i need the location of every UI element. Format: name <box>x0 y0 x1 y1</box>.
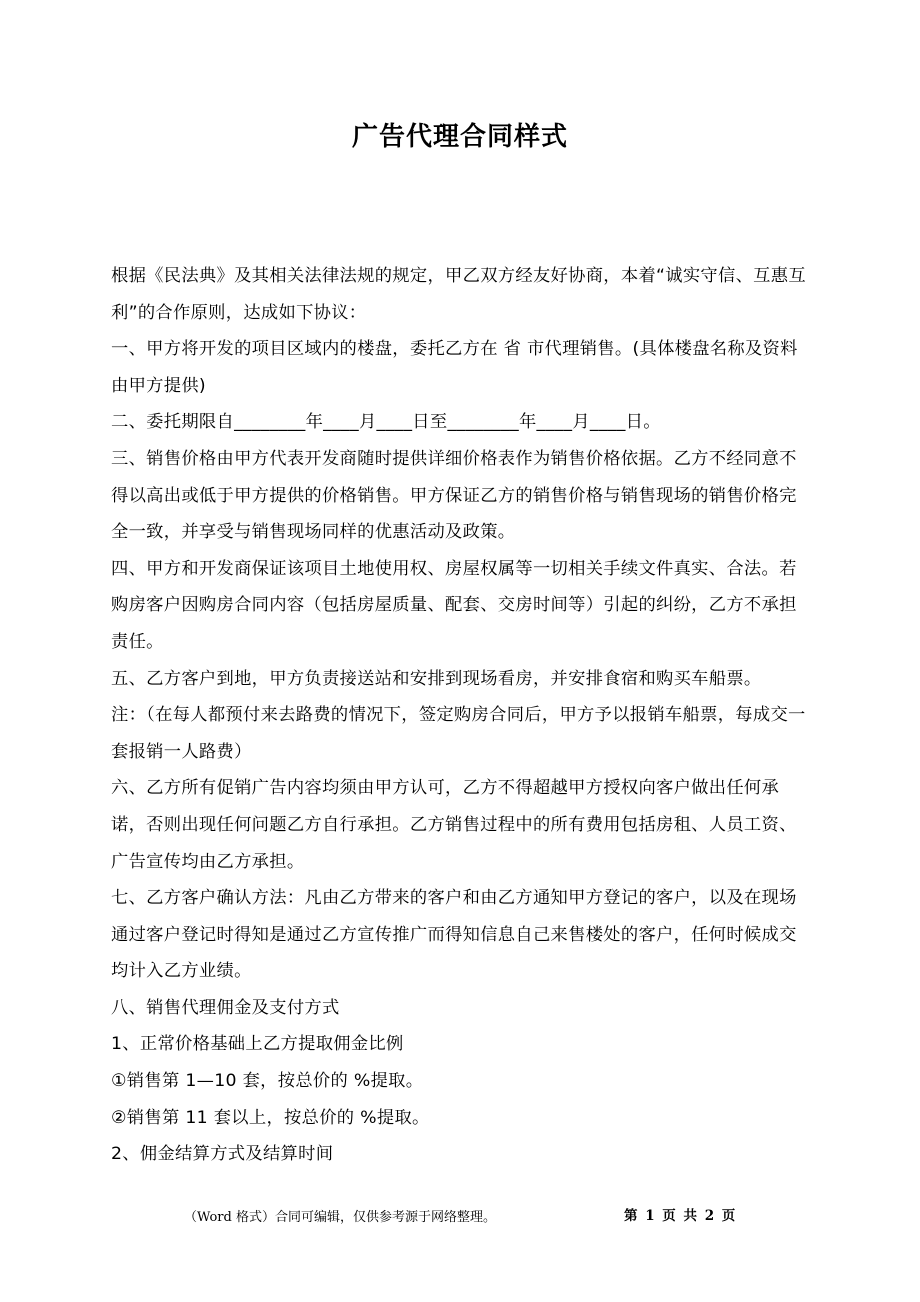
paragraph-note: 注：（在每人都预付来去路费的情况下，签定购房合同后，甲方予以报销车船票，每成交一套报销一人路费） <box>111 705 806 762</box>
contract-body <box>111 258 811 1173</box>
paragraph-clause-5: 五、乙方客户到地，甲方负责接送站和安排到现场看房，并安排食宿和购买车船票。 <box>111 668 762 689</box>
paragraph-clause-7: 七、乙方客户确认方法：凡由乙方带来的客户和由乙方通知甲方登记的客户，以及在现场通过客户登记时得知是通过乙方宣传推广而得知信息自己来售楼处的客户，任何时候成交均计入乙方业绩。 <box>111 888 797 982</box>
paragraph-clause-8: 八、销售代理佣金及支付方式 <box>111 997 340 1018</box>
paragraph-clause-3: 三、销售价格由甲方代表开发商随时提供详细价格表作为销售价格依据。乙方不经同意不得以高出或低于甲方提供的价格销售。甲方保证乙方的销售价格与销售现场的销售价格完全一致，并享受与销售现场同样的优惠活动及政策。 <box>111 448 797 543</box>
paragraph-item-2: 2、佣金结算方式及结算时间 <box>111 1144 334 1165</box>
paragraph-clause-2: 二、委托期限自________年____月____日至________年____月____日。 <box>111 412 661 433</box>
paragraph-item-1: 1、正常价格基础上乙方提取佣金比例 <box>111 1034 404 1055</box>
paragraph-item-1b: ②销售第 11 套以上，按总价的 %提取。 <box>111 1107 430 1128</box>
page-title: 广告代理合同样式 <box>351 122 568 152</box>
paragraph-clause-6: 六、乙方所有促销广告内容均须由甲方认可，乙方不得超越甲方授权向客户做出任何承诺，否则出现任何问题乙方自行承担。乙方销售过程中的所有费用包括房租、人员工资、广告宣传均由乙方承担。 <box>111 778 797 872</box>
page-number: 第 1 页 共 2 页 <box>624 1208 736 1224</box>
paragraph-item-1a: ①销售第 1—10 套，按总价的 %提取。 <box>111 1071 424 1092</box>
paragraph-clause-1: 一、甲方将开发的项目区域内的楼盘，委托乙方在 省 市代理销售。(具体楼盘名称及资料由甲方提供) <box>111 339 798 396</box>
paragraph-clause-4: 四、甲方和开发商保证该项目土地使用权、房屋权属等一切相关手续文件真实、合法。若购房客户因购房合同内容（包括房屋质量、配套、交房时间等）引起的纠纷，乙方不承担责任。 <box>111 558 797 652</box>
paragraph-preamble: 根据《民法典》及其相关法律法规的规定，甲乙双方经友好协商，本着“诚实守信、互惠互利”的合作原则，达成如下协议： <box>111 266 806 323</box>
footer-note: （Word 格式）合同可编辑，仅供参考源于网络整理。 <box>184 1210 496 1225</box>
